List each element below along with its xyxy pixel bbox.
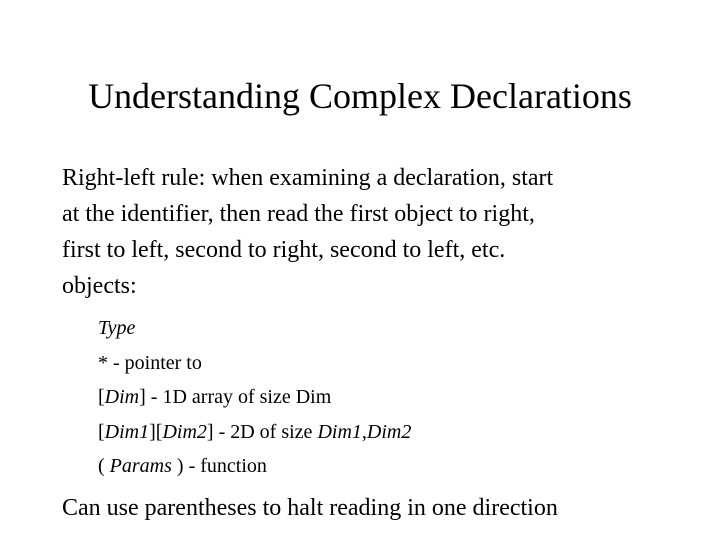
array-close: ] (139, 386, 146, 408)
pointer-desc: - pointer to (108, 351, 202, 374)
objects-label: objects: (62, 273, 137, 299)
array2d-size2: Dim2 (366, 420, 412, 443)
object-2d-array (98, 415, 702, 450)
rule-line-1: Right-left rule: when examining a declaration, start (62, 165, 554, 191)
array2d-mid: ][ (149, 420, 163, 443)
objects-bullet (62, 268, 702, 304)
slide-title: Understanding Complex Declarations (88, 76, 632, 116)
object-1d-array (98, 380, 702, 415)
array2d-param2: Dim2 (162, 420, 207, 443)
slide-body (62, 160, 702, 526)
type-term: Type (98, 317, 136, 339)
pointer-symbol: * (98, 351, 108, 374)
array2d-close: ] (206, 420, 214, 443)
array2d-desc: - 2D of size (213, 420, 318, 443)
object-pointer (98, 346, 702, 381)
array-desc: - 1D array of size Dim (145, 386, 332, 408)
array2d-comma: , (361, 420, 367, 443)
array2d-param1: Dim1 (104, 420, 150, 443)
object-type (98, 311, 702, 346)
function-open: ( (98, 455, 110, 477)
function-param: Params (109, 455, 172, 477)
function-desc: - function (183, 455, 267, 477)
objects-list (62, 311, 702, 484)
array-param: Dim (104, 386, 140, 408)
array2d-size1: Dim1 (317, 420, 362, 443)
array2d-open: [ (98, 420, 105, 443)
right-left-rule-bullet (62, 160, 702, 268)
rule-line-2: at the identifier, then read the first object to right, (62, 201, 535, 227)
parentheses-text: Can use parentheses to halt reading in one direction (62, 494, 558, 521)
array-open: [ (98, 386, 105, 408)
object-function (98, 449, 702, 484)
rule-line-3: first to left, second to right, second to left, etc. (62, 237, 506, 263)
function-close: ) (171, 455, 184, 477)
parentheses-bullet (62, 490, 702, 526)
